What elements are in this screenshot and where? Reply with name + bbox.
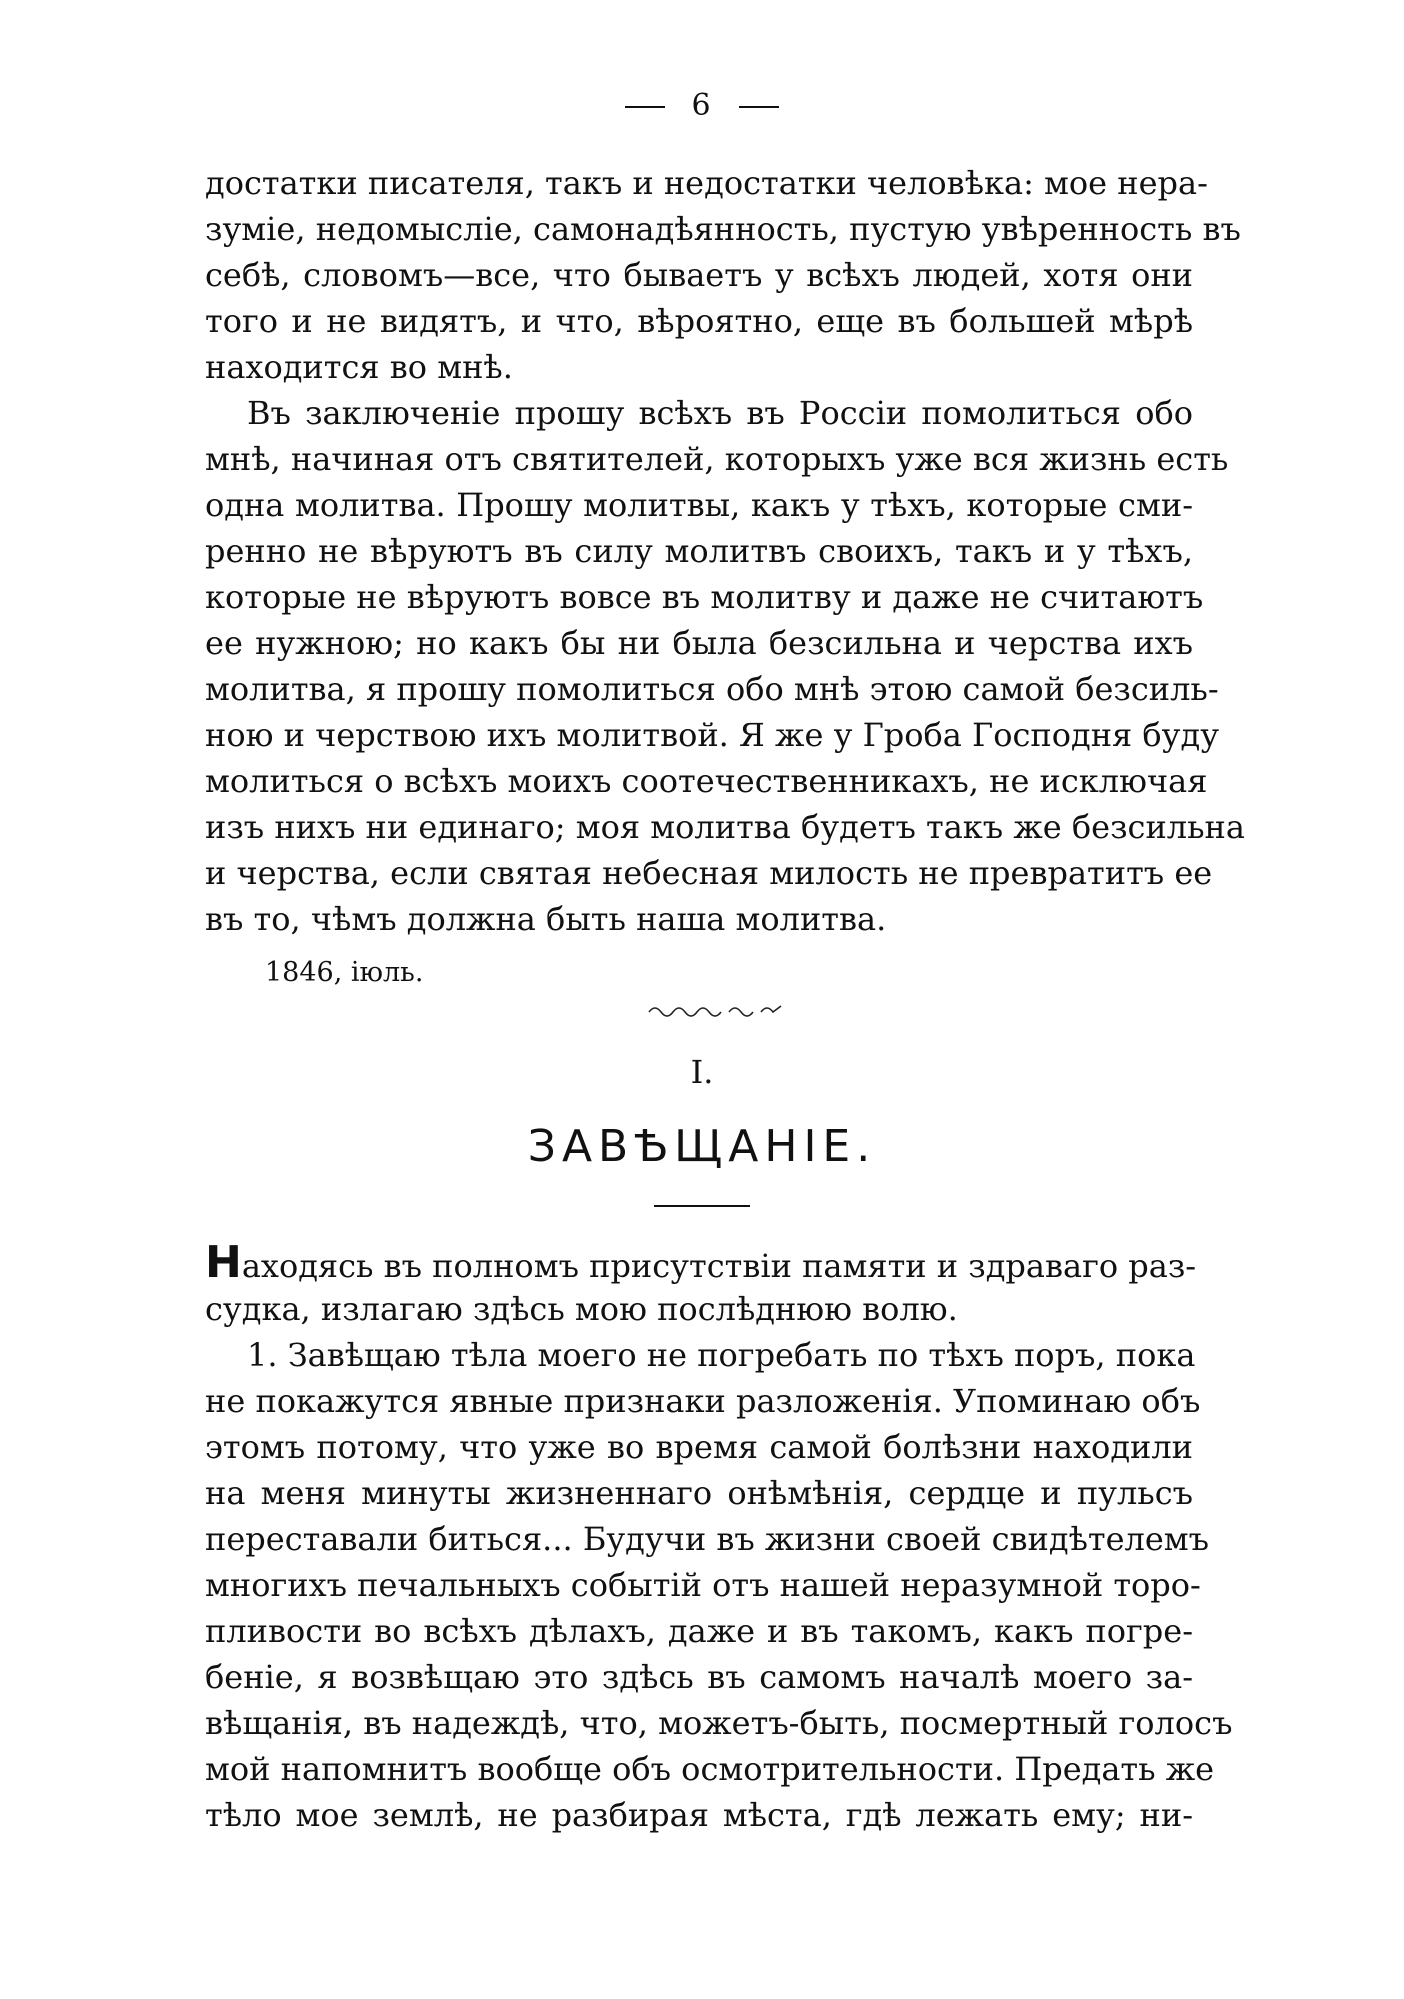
text-line: пливости во всѣхъ дѣлахъ, даже и въ такомъ, какъ погре- <box>205 1612 1193 1650</box>
text-line: на меня минуты жизненнаго онѣмѣнія, сердце и пульсъ <box>205 1474 1193 1512</box>
text-line: молиться о всѣхъ моихъ соотечественникахъ, не исключая <box>205 762 1208 800</box>
header-dash-left <box>625 106 665 108</box>
text-line: многихъ печальныхъ событій отъ нашей неразумной торо- <box>205 1566 1201 1604</box>
header-dash-right <box>739 106 779 108</box>
ornament-divider <box>645 1000 785 1020</box>
paragraph-4 <box>205 1332 1233 1838</box>
paragraph-1 <box>205 160 1241 390</box>
text-line <box>205 1237 1197 1288</box>
page-header <box>0 88 1404 123</box>
text-line: находится во мнѣ. <box>205 348 513 386</box>
text-line: мнѣ, начиная отъ святителей, которыхъ уже вся жизнь есть <box>205 440 1229 478</box>
text-line: и черства, если святая небесная милость не превратитъ ее <box>205 854 1213 892</box>
title-rule <box>654 1205 750 1207</box>
text-line: ренно не вѣруютъ въ силу молитвъ своихъ, такъ и у тѣхъ, <box>205 532 1193 570</box>
text-line: въ то, чѣмъ должна быть наша молитва. <box>205 900 887 938</box>
text-line: судка, излагаю здѣсь мою послѣднюю волю. <box>205 1290 958 1328</box>
text-line: изъ нихъ ни единаго; моя молитва будетъ такъ же безсильна <box>205 808 1245 846</box>
text-line: вѣщанія, въ надеждѣ, что, можетъ-быть, посмертный голосъ <box>205 1704 1233 1742</box>
text-line: беніе, я возвѣщаю это здѣсь въ самомъ началѣ моего за- <box>205 1658 1193 1696</box>
date-signature: 1846, іюль. <box>265 957 424 988</box>
text-line: этомъ потому, что уже во время самой болѣзни находили <box>205 1428 1193 1466</box>
text-line: не покажутся явные признаки разложенія. Упоминаю объ <box>205 1382 1201 1420</box>
section-number: I. <box>690 1053 714 1091</box>
text-line: которые не вѣруютъ вовсе въ молитву и даже не считаютъ <box>205 578 1204 616</box>
text-line: себѣ, словомъ—все, что бываетъ у всѣхъ людей, хотя они <box>205 256 1193 294</box>
text-line: достатки писателя, такъ и недостатки человѣка: мое нера- <box>205 164 1208 202</box>
section-title: ЗАВѢЩАНІЕ. <box>527 1121 877 1172</box>
page-number: 6 <box>691 88 713 123</box>
text-line: мой напомнитъ вообще объ осмотрительности. Предать же <box>205 1750 1215 1788</box>
text-line: того и не видятъ, и что, вѣроятно, еще въ большей мѣрѣ <box>205 302 1193 340</box>
paragraph-3 <box>205 1237 1197 1332</box>
paragraph-2 <box>205 390 1245 942</box>
text-line: Въ заключеніе прошу всѣхъ въ Россіи помолиться обо <box>247 394 1193 432</box>
text-line: 1. Завѣщаю тѣла моего не погребать по тѣхъ поръ, пока <box>247 1336 1196 1374</box>
text-line-rest: аходясь въ полномъ присутствіи памяти и здраваго раз- <box>241 1247 1197 1285</box>
text-line: одна молитва. Прошу молитвы, какъ у тѣхъ, которые сми- <box>205 486 1193 524</box>
text-line: ною и черствою ихъ молитвой. Я же у Гроба Господня буду <box>205 716 1220 754</box>
text-line: тѣло мое землѣ, не разбирая мѣста, гдѣ лежать ему; ни- <box>205 1796 1193 1834</box>
drop-cap: Н <box>205 1237 242 1288</box>
text-line: молитва, я прошу помолиться обо мнѣ этою самой безсиль- <box>205 670 1219 708</box>
text-line: переставали биться... Будучи въ жизни своей свидѣтелемъ <box>205 1520 1210 1558</box>
text-line: зуміе, недомысліе, самонадѣянность, пустую увѣренность въ <box>205 210 1241 248</box>
text-line: ее нужною; но какъ бы ни была безсильна и черства ихъ <box>205 624 1193 662</box>
